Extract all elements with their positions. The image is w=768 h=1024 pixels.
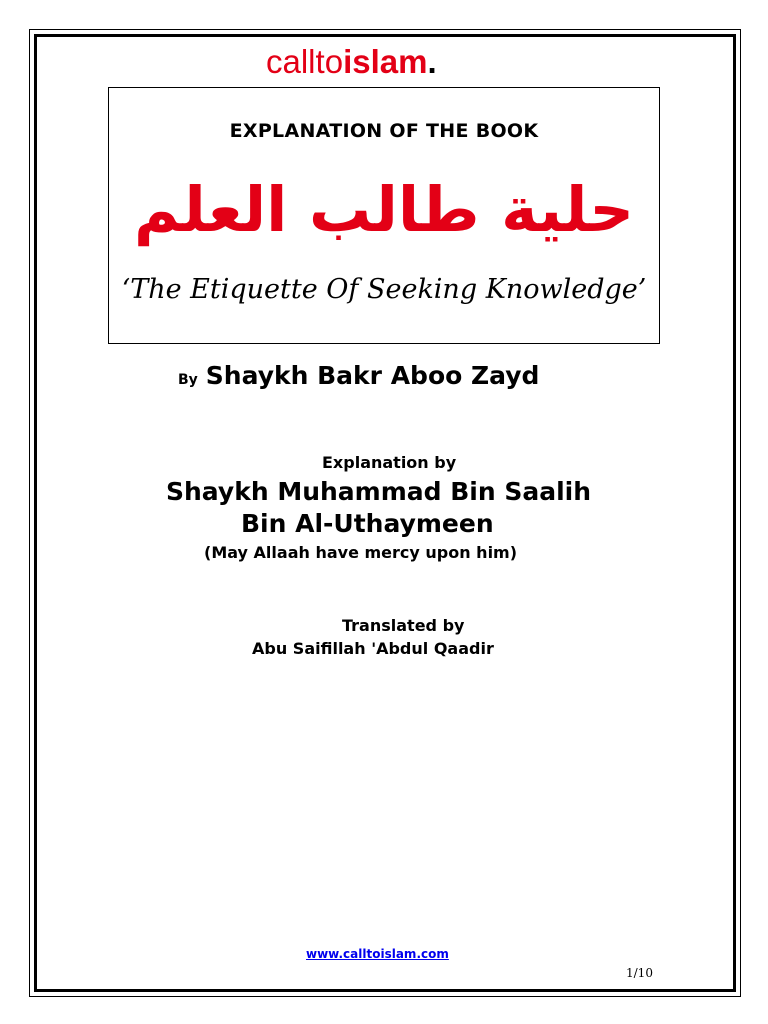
translator-name: Abu Saifillah 'Abdul Qaadir (252, 639, 494, 658)
book-heading: EXPLANATION OF THE BOOK (229, 120, 539, 142)
arabic-title: حلية طالب العلم (133, 173, 635, 246)
author-by-label: By (178, 372, 198, 388)
explainer-name-line2: Bin Al-Uthaymeen (241, 509, 494, 538)
author-line (178, 361, 539, 390)
english-subtitle: ‘The Etiquette Of Seeking Knowledge’ (121, 274, 647, 305)
page-number: 1/10 (626, 966, 653, 980)
calltoislam-logo (266, 40, 437, 84)
translation-label: Translated by (342, 616, 465, 635)
author-name: Shaykh Bakr Aboo Zayd (205, 361, 540, 390)
logo-dot: . (427, 43, 437, 80)
logo-part-to: to (315, 43, 344, 80)
explainer-name-line1: Shaykh Muhammad Bin Saalih (166, 477, 592, 506)
logo-part-islam: islam (343, 43, 428, 80)
website-link[interactable]: www.calltoislam.com (306, 947, 449, 961)
title-box (108, 87, 660, 344)
logo-part-call: call (266, 43, 316, 80)
explainer-prayer: (May Allaah have mercy upon him) (204, 543, 518, 562)
explanation-label: Explanation by (322, 453, 457, 472)
